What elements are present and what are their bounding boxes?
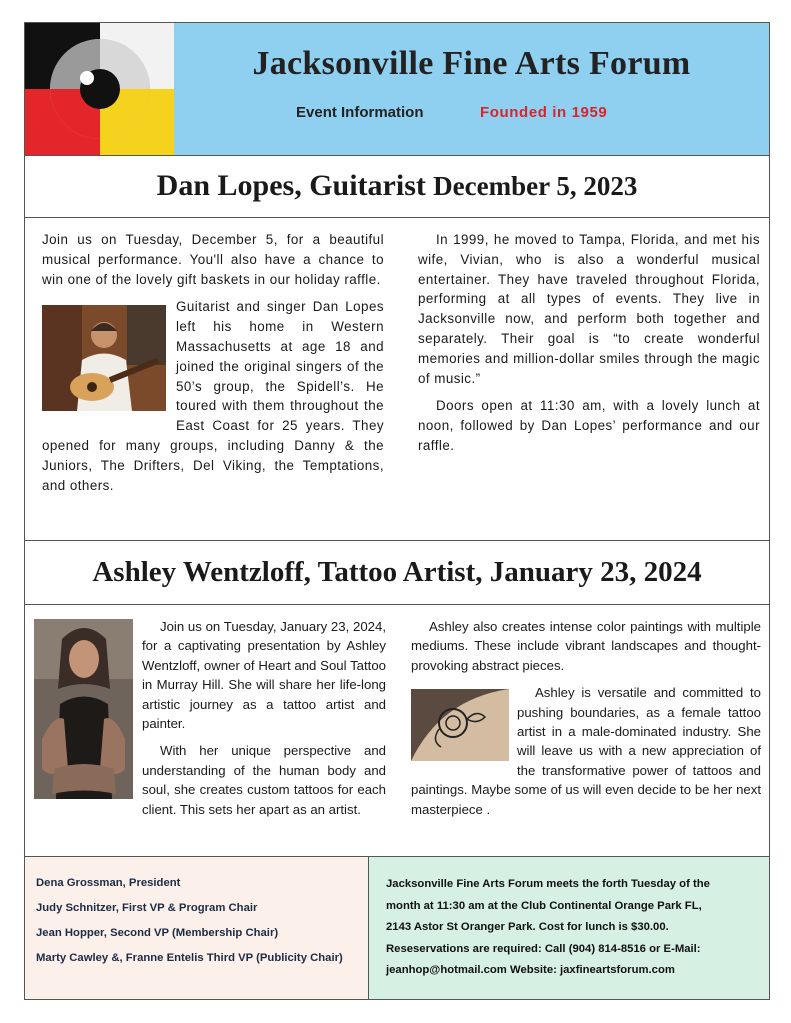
event2-paragraph-4: Ashley is versatile and committed to pushing boundaries, as a female tattoo artist in a male-dominated industry. She will leave us with a new appreciation of the transformative power of tattoos and paintings. Maybe some of us will even decide to be her next masterpiece .: [411, 685, 761, 817]
founded-label: Founded in 1959: [480, 104, 608, 121]
dan-lopes-photo: [42, 305, 166, 411]
event2-paragraph-3: Ashley also creates intense color paintings with multiple mediums. These include vibrant landscapes and thought-provoking abstract pieces.: [411, 619, 761, 673]
header-title-area: [174, 23, 769, 155]
event1-heading-date: December 5, 2023: [433, 171, 638, 201]
meeting-line: Reseservations are required: Call (904) 814-8516 or E-Mail:: [386, 942, 701, 955]
medicine-wheel-icon: [25, 23, 174, 155]
meeting-line: month at 11:30 am at the Club Continental Orange Park FL,: [386, 899, 702, 912]
event1-right-column: [418, 230, 760, 464]
officer-second-vp: Jean Hopper, Second VP (Membership Chair): [36, 927, 279, 939]
officer-president: Dena Grossman, President: [36, 877, 181, 889]
meeting-info-panel: [369, 857, 769, 999]
meeting-line: 2143 Astor St Oranger Park. Cost for lunch is $30.00.: [386, 921, 669, 933]
event1-heading: [24, 155, 770, 218]
officer-first-vp: Judy Schnitzer, First VP & Program Chair: [36, 902, 258, 914]
meeting-line: Jacksonville Fine Arts Forum meets the forth Tuesday of the: [386, 878, 710, 890]
event2-left-column: [34, 617, 386, 827]
event1-left-column: [42, 230, 384, 503]
footer: [24, 856, 770, 1000]
officers-panel: [25, 857, 369, 999]
event1-heading-name: Dan Lopes, Guitarist: [156, 169, 426, 202]
event1-article: [24, 218, 770, 541]
event2-heading: Ashley Wentzloff, Tattoo Artist, January 23, 2024: [24, 540, 770, 605]
event1-paragraph-2: Guitarist and singer Dan Lopes left his home in Western Massachusetts at age 18 and joined the original singers of the 50’s group, the Spidell’s. He toured with them throughout the East Coast for 25 years. They opened for many groups, including Danny & the Juniors, The Drifters, Del Viking, the Temptations, and others.: [42, 299, 384, 493]
header-banner: [24, 22, 770, 156]
event1-paragraph-3: In 1999, he moved to Tampa, Florida, and met his wife, Vivian, who is also a wonderful musical entertainer. They have traveled throughout Florida, performing at all types of events. They live in Jacksonville now, and perform both together and separately. Their goal is “to create wonderful memories and million-dollar smiles through the magic of music.”: [418, 232, 760, 386]
ashley-wentzloff-photo: [34, 619, 133, 799]
meeting-info: [386, 874, 756, 982]
officer-third-vp: Marty Cawley &, Franne Entelis Third VP (Publicity Chair): [36, 952, 343, 964]
forum-logo: [25, 23, 174, 155]
event-information-label: Event Information: [296, 104, 424, 121]
event2-paragraph-2: With her unique perspective and understanding of the human body and soul, she creates custom tattoos for each client. This sets her apart as an artist.: [142, 743, 386, 817]
event2-paragraph-1: Join us on Tuesday, January 23, 2024, for a captivating presentation by Ashley Wentzloff, owner of Heart and Soul Tattoo in Murray Hill. She will share her life-long artistic journey as a tattoo artist and painter.: [142, 619, 386, 732]
event1-paragraph-4: Doors open at 11:30 am, with a lovely lunch at noon, followed by Dan Lopes’ performance and our raffle.: [418, 398, 760, 453]
event2-right-column: [411, 617, 761, 827]
meeting-line: jeanhop@hotmail.com Website: jaxfineartsforum.com: [386, 964, 675, 976]
event1-paragraph-1: Join us on Tuesday, December 5, for a beautiful musical performance. You'll also have a chance to win one of the lovely gift baskets in our holiday raffle.: [42, 232, 384, 287]
event2-article: [24, 605, 770, 857]
org-title: Jacksonville Fine Arts Forum: [252, 45, 691, 82]
tattoo-artwork-photo: [411, 689, 509, 761]
